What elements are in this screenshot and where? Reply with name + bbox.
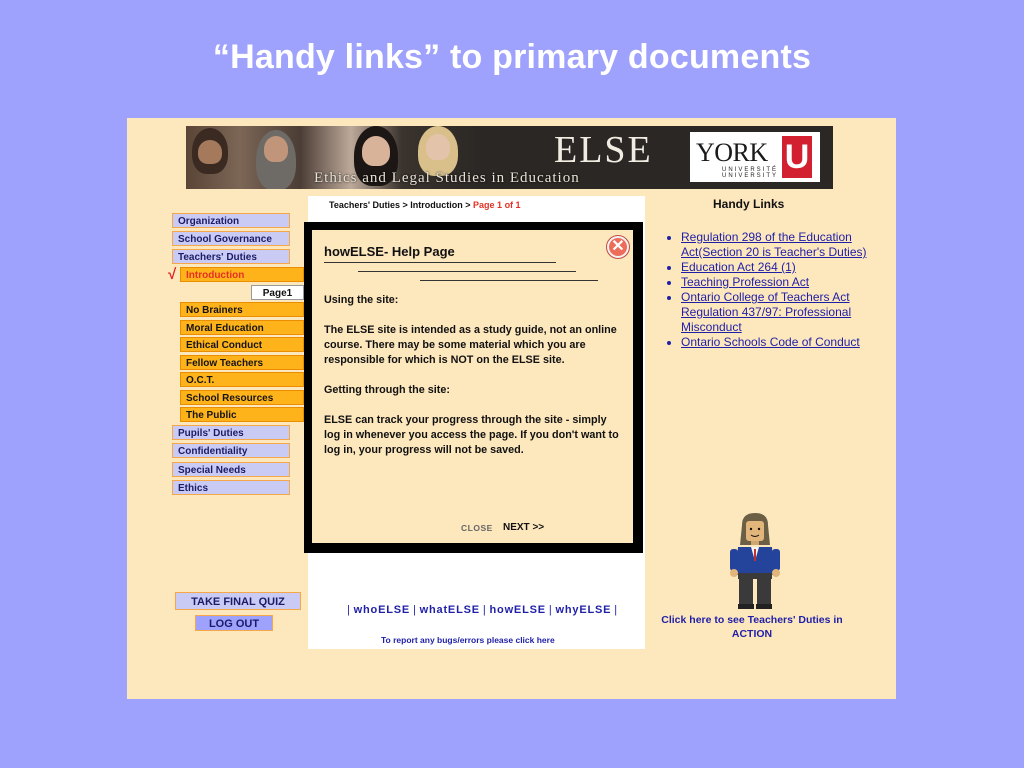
list-item <box>681 335 881 350</box>
nav-page1[interactable]: Page1 <box>251 285 304 300</box>
else-banner <box>186 126 833 189</box>
nav-fellow-teachers[interactable]: Fellow Teachers <box>180 355 304 370</box>
main-content <box>308 196 645 649</box>
list-item <box>681 275 881 290</box>
help-paragraph: Using the site: <box>324 294 399 306</box>
breadcrumb-separator: > <box>400 200 411 210</box>
close-button[interactable]: CLOSE <box>461 523 493 533</box>
close-icon[interactable]: ✕ <box>607 236 629 258</box>
nav-ethics[interactable]: Ethics <box>172 480 290 495</box>
list-item <box>681 230 881 260</box>
help-title: howELSE- Help Page <box>324 244 455 259</box>
nav-the-public[interactable]: The Public <box>180 407 304 422</box>
bottom-nav <box>344 604 621 616</box>
handy-link-education-act[interactable]: Education Act 264 (1) <box>681 260 796 274</box>
nav-ethical-conduct[interactable]: Ethical Conduct <box>180 337 304 352</box>
nav-organization[interactable]: Organization <box>172 213 290 228</box>
whyelse-link[interactable]: whyELSE <box>555 604 612 616</box>
breadcrumb-current: Page 1 of 1 <box>473 200 521 210</box>
nav-pupils-duties[interactable]: Pupils' Duties <box>172 425 290 440</box>
banner-subtitle: Ethics and Legal Studies in Education <box>314 170 580 186</box>
handy-links-list <box>661 230 881 350</box>
handy-link-teaching-profession-act[interactable]: Teaching Profession Act <box>681 275 810 289</box>
nav-confidentiality[interactable]: Confidentiality <box>172 443 290 458</box>
nav-separator: | <box>548 604 553 616</box>
nav-introduction[interactable]: Introduction <box>180 267 304 282</box>
list-item <box>681 290 881 335</box>
help-dialog-body <box>312 230 633 543</box>
breadcrumb-separator: > <box>462 200 474 210</box>
divider-line <box>358 271 576 272</box>
york-word: YORK <box>696 138 768 167</box>
help-paragraph: ELSE can track your progress through the site - simply log in whenever you access the page. If you don't want to log in, your progress will not be saved. <box>324 414 619 456</box>
handy-link-code-of-conduct[interactable]: Ontario Schools Code of Conduct <box>681 335 860 349</box>
nav-teachers-duties[interactable]: Teachers' Duties <box>172 249 290 264</box>
teacher-figure-icon[interactable] <box>726 511 784 611</box>
help-paragraph: The ELSE site is intended as a study guide, not an online course. There may be some material which you are responsible for which is NOT on the ELSE site. <box>324 324 617 366</box>
breadcrumb <box>329 200 521 210</box>
logout-button[interactable]: LOG OUT <box>195 615 273 631</box>
nav-separator: | <box>482 604 487 616</box>
york-u-badge: U <box>782 136 812 178</box>
whoelse-link[interactable]: whoELSE <box>353 604 410 616</box>
slide-title: “Handy links” to primary documents <box>212 38 812 76</box>
nav-school-governance[interactable]: School Governance <box>172 231 290 246</box>
nav-separator: | <box>347 604 351 616</box>
howelse-link[interactable]: howELSE <box>489 604 546 616</box>
else-website <box>127 118 896 699</box>
york-university-logo <box>690 132 820 182</box>
help-text <box>324 293 620 473</box>
york-sub: UNIVERSITÉ UNIVERSITY <box>722 167 779 179</box>
nav-special-needs[interactable]: Special Needs <box>172 462 290 477</box>
nav-moral-education[interactable]: Moral Education <box>180 320 304 335</box>
handy-link-oct-regulation[interactable]: Ontario College of Teachers Act Regulation 437/97: Professional Misconduct <box>681 290 852 334</box>
help-paragraph: Getting through the site: <box>324 384 450 396</box>
nav-separator: | <box>413 604 417 616</box>
nav-no-brainers[interactable]: No Brainers <box>180 302 304 317</box>
nav-school-resources[interactable]: School Resources <box>180 390 304 405</box>
take-final-quiz-button[interactable]: TAKE FINAL QUIZ <box>175 592 301 610</box>
breadcrumb-introduction[interactable]: Introduction <box>410 200 463 210</box>
divider-line <box>420 280 598 281</box>
handy-links-heading: Handy Links <box>713 197 785 211</box>
breadcrumb-teachers-duties[interactable]: Teachers' Duties <box>329 200 401 210</box>
nav-separator: | <box>614 604 618 616</box>
list-item <box>681 260 881 275</box>
title-underline <box>324 262 556 263</box>
whatelse-link[interactable]: whatELSE <box>419 604 480 616</box>
next-button[interactable]: NEXT >> <box>503 522 545 533</box>
handy-link-regulation-298[interactable]: Regulation 298 of the Education Act(Section 20 is Teacher's Duties) <box>681 230 867 259</box>
else-logo-text: ELSE <box>554 129 653 171</box>
current-check-icon: √ <box>168 266 177 283</box>
help-dialog <box>304 222 643 553</box>
teachers-duties-action-link[interactable]: Click here to see Teachers' Duties in ACTION <box>661 614 843 640</box>
report-bugs-link[interactable]: To report any bugs/errors please click here <box>381 635 555 645</box>
nav-oct[interactable]: O.C.T. <box>180 372 304 387</box>
